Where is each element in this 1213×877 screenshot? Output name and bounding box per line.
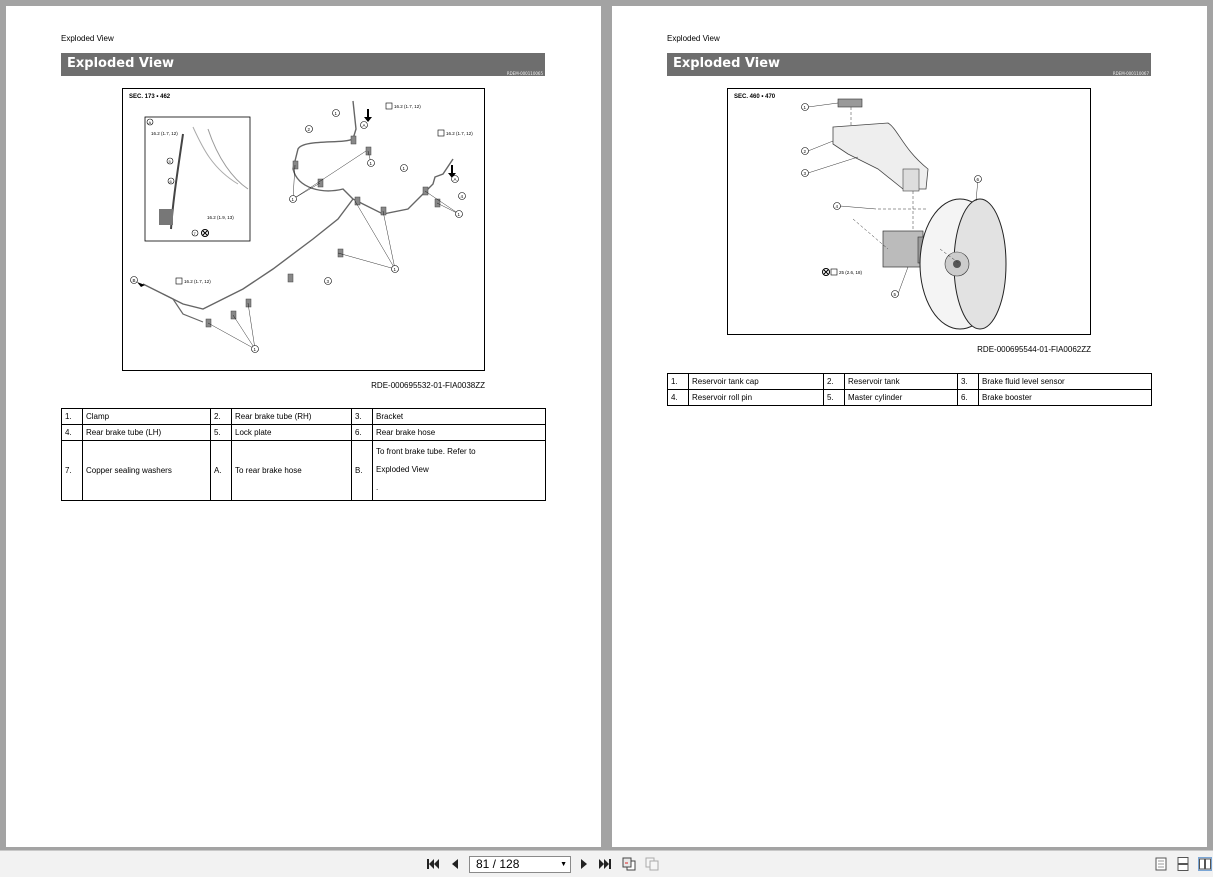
label-A-main: A: [362, 123, 366, 128]
table-cell: B.: [352, 441, 373, 501]
table-cell: 5.: [824, 390, 845, 406]
next-page-icon: [579, 858, 589, 870]
table-cell: 4.: [668, 390, 689, 406]
label-5-inset: 5: [168, 159, 171, 164]
table-row: [668, 374, 1152, 390]
master-cylinder-diagram: [728, 89, 1090, 334]
torque-3: 16.2 (1.7, 12): [184, 279, 211, 284]
label-2: 2: [803, 149, 807, 154]
section-code: RDEM-000110067: [1112, 71, 1149, 76]
table-cell: 7.: [62, 441, 83, 501]
table-cell: To rear brake hose: [232, 441, 352, 501]
table-cell: Rear brake hose: [373, 425, 546, 441]
section-title-bar: [667, 53, 1151, 76]
single-page-view-button[interactable]: [1154, 857, 1168, 871]
page-indicator: 81 / 128: [476, 857, 520, 871]
table-cell: Reservoir roll pin: [689, 390, 824, 406]
table-cell: 3.: [958, 374, 979, 390]
figure-caption: RDE-000695532-01-FIA0038ZZ: [371, 381, 485, 390]
first-page-button[interactable]: [426, 857, 440, 871]
section-title: Exploded View: [673, 56, 781, 71]
section-title-bar: [61, 53, 545, 76]
label-6: 6: [976, 177, 980, 182]
cell-line: .: [376, 483, 379, 492]
previous-page-icon: [450, 858, 460, 870]
continuous-view-icon: [1177, 857, 1189, 871]
torque-label: 25 (2.6, 18): [839, 270, 863, 275]
label-6-inset: 6: [169, 179, 172, 184]
label-1: 1: [803, 105, 807, 110]
section-title: Exploded View: [67, 56, 175, 71]
table-cell: Master cylinder: [845, 390, 958, 406]
table-cell: Lock plate: [232, 425, 352, 441]
table-cell: Brake fluid level sensor: [979, 374, 1152, 390]
table-cell: Reservoir tank: [845, 374, 958, 390]
table-cell: Clamp: [83, 409, 211, 425]
table-cell: 5.: [211, 425, 232, 441]
label-4: 4: [835, 204, 839, 209]
go-back-view-icon: [622, 857, 636, 871]
last-page-button[interactable]: [598, 857, 612, 871]
label-1d: 1: [457, 212, 461, 217]
table-cell-multiline: [373, 441, 546, 501]
page-number-select[interactable]: [469, 856, 571, 873]
chevron-down-icon: ▼: [560, 861, 567, 868]
table-cell: Reservoir tank cap: [689, 374, 824, 390]
two-page-view-icon: [1199, 858, 1211, 870]
pdf-navigation-toolbar: [0, 850, 1213, 877]
table-cell: 2.: [824, 374, 845, 390]
table-cell: Bracket: [373, 409, 546, 425]
table-cell: Brake booster: [979, 390, 1152, 406]
go-forward-view-button[interactable]: [645, 857, 659, 871]
brake-tube-diagram: [123, 89, 484, 370]
go-forward-view-icon: [645, 857, 659, 871]
label-4: 4: [460, 194, 464, 199]
torque-inset-2: 16.2 (1.9, 13): [207, 215, 234, 220]
table-cell: Rear brake tube (LH): [83, 425, 211, 441]
label-1f: 1: [334, 111, 338, 116]
table-cell: 6.: [352, 425, 373, 441]
brake-tube-exploded-figure: [122, 88, 485, 371]
continuous-view-button[interactable]: [1176, 857, 1190, 871]
two-page-view-button[interactable]: [1198, 857, 1212, 871]
label-B: B: [132, 278, 136, 283]
previous-page-button[interactable]: [448, 857, 462, 871]
table-cell: 6.: [958, 390, 979, 406]
table-row: [62, 409, 546, 425]
first-page-icon: [426, 858, 440, 870]
table-cell: 3.: [352, 409, 373, 425]
torque-1: 16.2 (1.7, 12): [394, 104, 421, 109]
last-page-icon: [598, 858, 612, 870]
torque-2: 16.2 (1.7, 12): [446, 131, 473, 136]
label-1a: 1: [291, 197, 295, 202]
label-A: A: [148, 120, 152, 125]
cell-link-line[interactable]: Exploded View: [376, 465, 429, 474]
table-row: [62, 425, 546, 441]
running-head: Exploded View: [61, 34, 114, 43]
label-7-inset: 7: [193, 231, 196, 236]
table-cell: 4.: [62, 425, 83, 441]
table-cell: 1.: [668, 374, 689, 390]
label-5: 5: [893, 292, 897, 297]
torque-inset-1: 16.2 (1.7, 12): [151, 131, 178, 136]
parts-table: [61, 408, 546, 501]
label-1g: 1: [402, 166, 406, 171]
figure-section-ref: SEC. 173 • 462: [129, 94, 171, 100]
section-code: RDEM-000110065: [506, 71, 543, 76]
table-cell: 2.: [211, 409, 232, 425]
single-page-view-icon: [1155, 857, 1167, 871]
label-3: 3: [803, 171, 807, 176]
label-1b: 1: [393, 267, 397, 272]
parts-table: [667, 373, 1152, 406]
cell-line: To front brake tube. Refer to: [376, 447, 476, 456]
figure-section-ref: SEC. 460 • 470: [734, 94, 776, 100]
next-page-button[interactable]: [577, 857, 591, 871]
document-page-right: [612, 6, 1207, 847]
master-cylinder-exploded-figure: [727, 88, 1091, 335]
label-2: 2: [307, 127, 311, 132]
label-1c: 1: [253, 347, 257, 352]
table-cell: Rear brake tube (RH): [232, 409, 352, 425]
label-3: 3: [326, 279, 330, 284]
figure-caption: RDE-000695544-01-FIA0062ZZ: [977, 345, 1091, 354]
label-A-main-2: A: [453, 177, 457, 182]
go-back-view-button[interactable]: [622, 857, 636, 871]
table-row: [668, 390, 1152, 406]
document-page-left: [6, 6, 601, 847]
label-1e: 1: [369, 161, 373, 166]
table-cell: A.: [211, 441, 232, 501]
table-row: [62, 441, 546, 501]
table-cell: 1.: [62, 409, 83, 425]
running-head: Exploded View: [667, 34, 720, 43]
table-cell: Copper sealing washers: [83, 441, 211, 501]
